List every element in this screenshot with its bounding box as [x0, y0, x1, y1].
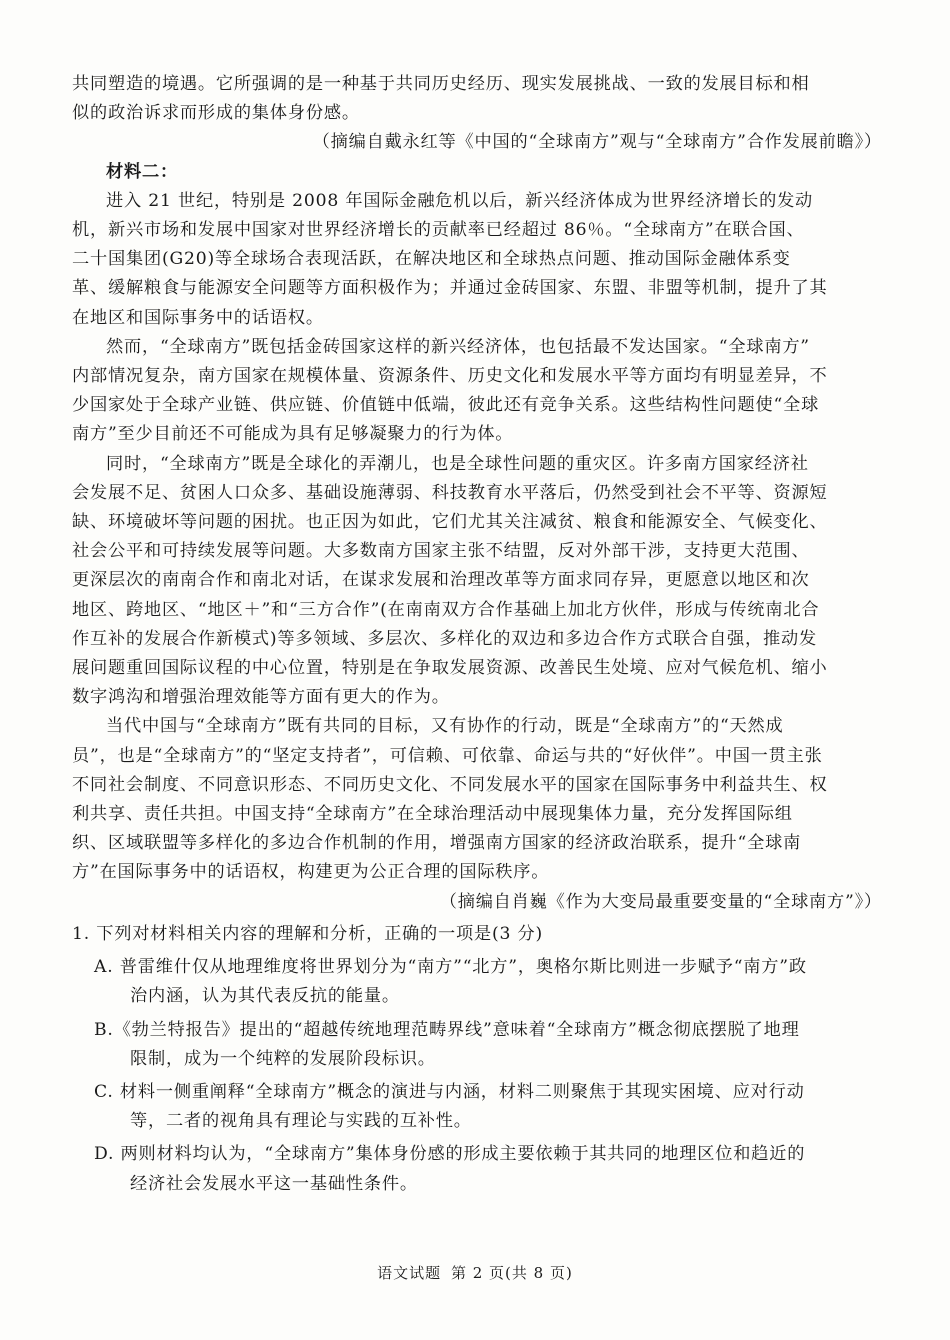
paragraph	[72, 333, 882, 450]
text-line: 少国家处于全球产业链、供应链、价值链中低端，彼此还有竞争关系。这些结构性问题使“全球	[72, 395, 820, 416]
footer-subject: 语文试题	[377, 1264, 442, 1282]
text-line: 同时，“全球南方”既是全球化的弄潮儿，也是全球性问题的重灾区。许多南方国家经济社	[106, 453, 809, 474]
material2	[72, 158, 882, 917]
text-line: 南方”至少目前还不可能成为具有足够凝聚力的行为体。	[72, 424, 514, 445]
option-c	[72, 1078, 882, 1136]
text-line: 内部情况复杂，南方国家在规模体量、资源条件、历史文化和发展水平等方面均有明显差异，不	[72, 366, 828, 387]
option-line: D. 两则材料均认为，“全球南方”集体身份感的形成主要依赖于其共同的地理区位和趋近的	[94, 1144, 806, 1165]
text-line: 共同塑造的境遇。它所强调的是一种基于共同历史经历、现实发展挑战、一致的发展目标和相	[72, 74, 810, 94]
option-line: A. 普雷维什仅从地理维度将世界划分为“南方”“北方”，奥格尔斯比则进一步赋予“南方”政	[94, 957, 807, 978]
option-line: 经济社会发展水平这一基础性条件。	[130, 1173, 418, 1194]
material1-tail	[72, 70, 882, 158]
option-b	[72, 1016, 882, 1074]
material2-source: （摘编自肖巍《作为大变局最重要变量的“全球南方”》）	[439, 891, 882, 912]
paragraph	[72, 450, 882, 713]
text-line: 会发展不足、贫困人口众多、基础设施薄弱、科技教育水平落后，仍然受到社会不平等、资源短	[72, 482, 828, 503]
text-line: 缺、环境破坏等问题的困扰。也正因为如此，它们尤其关注减贫、粮食和能源安全、气候变化、	[72, 512, 828, 533]
text-line: 当代中国与“全球南方”既有共同的目标，又有协作的行动，既是“全球南方”的“天然成	[106, 716, 784, 737]
question-1	[72, 920, 882, 1199]
text-line: 展问题重回国际议程的中心位置，特别是在争取发展资源、改善民生处境、应对气候危机、缩小	[72, 658, 828, 679]
text-line: 织、区域联盟等多样化的多边合作机制的作用，增强南方国家的经济政治联系，提升“全球南	[72, 833, 802, 854]
text-line: 更深层次的南南合作和南北对话，在谋求发展和治理改革等方面求同存异，更愿意以地区和次	[72, 570, 810, 591]
text-line: 革、缓解粮食与能源安全问题等方面积极作为；并通过金砖国家、东盟、非盟等机制，提升了其	[72, 278, 828, 299]
option-line: 治内涵，认为其代表反抗的能量。	[130, 986, 400, 1007]
option-a	[72, 953, 882, 1011]
option-line: 等，二者的视角具有理论与实践的互补性。	[130, 1111, 472, 1132]
material1-source: （摘编自戴永红等《中国的“全球南方”观与“全球南方”合作发展前瞻》）	[312, 132, 882, 153]
option-line: C. 材料一侧重阐释“全球南方”概念的演进与内涵，材料二则聚焦于其现实困境、应对行动	[94, 1081, 805, 1102]
paragraph	[72, 187, 882, 333]
text-line: 员”，也是“全球南方”的“坚定支持者”，可信赖、可依靠、命运与共的“好伙伴”。中国一贯主张	[72, 745, 823, 766]
text-line: 利共享、责任共担。中国支持“全球南方”在全球治理活动中展现集体力量，充分发挥国际组	[72, 804, 793, 825]
text-line: 不同社会制度、不同意识形态、不同历史文化、不同发展水平的国家在国际事务中利益共生、权	[72, 774, 828, 795]
text-line: 在地区和国际事务中的话语权。	[72, 307, 324, 328]
paragraph	[72, 712, 882, 887]
text-line: 数字鸿沟和增强治理效能等方面有更大的作为。	[72, 687, 450, 708]
text-line: 社会公平和可持续发展等问题。大多数南方国家主张不结盟，反对外部干涉，支持更大范围、	[72, 541, 810, 562]
text-line: 地区、跨地区、“地区＋”和“三方合作”(在南南双方合作基础上加北方伙伴，形成与传统南北合	[72, 599, 820, 620]
option-line: 限制，成为一个纯粹的发展阶段标识。	[130, 1048, 436, 1069]
page-footer	[0, 1262, 950, 1283]
text-line: 然而，“全球南方”既包括金砖国家这样的新兴经济体，也包括最不发达国家。“全球南方”	[106, 336, 810, 357]
text-line: 作互补的发展合作新模式)等多领域、多层次、多样化的双边和多边合作方式联合自强，推动发	[72, 628, 817, 649]
text-line: 方”在国际事务中的话语权，构建更为公正合理的国际秩序。	[72, 862, 550, 883]
option-line: B.《勃兰特报告》提出的“超越传统地理范畴界线”意味着“全球南方”概念彻底摆脱了地理	[94, 1019, 800, 1040]
material2-title: 材料二：	[106, 161, 178, 182]
question-stem: 1. 下列对材料相关内容的理解和分析，正确的一项是(3 分)	[72, 923, 543, 944]
text-line: 似的政治诉求而形成的集体身份感。	[72, 103, 360, 124]
footer-page-number: 第 2 页(共 8 页)	[450, 1264, 573, 1282]
text-line: 二十国集团(G20)等全球场合表现活跃，在解决地区和全球热点问题、推动国际金融体系变	[72, 249, 791, 270]
option-d	[72, 1140, 882, 1198]
text-line: 进入 21 世纪，特别是 2008 年国际金融危机以后，新兴经济体成为世界经济增长的发动	[106, 190, 814, 211]
text-line: 机，新兴市场和发展中国家对世界经济增长的贡献率已经超过 86％。“全球南方”在联合国、	[72, 220, 805, 241]
